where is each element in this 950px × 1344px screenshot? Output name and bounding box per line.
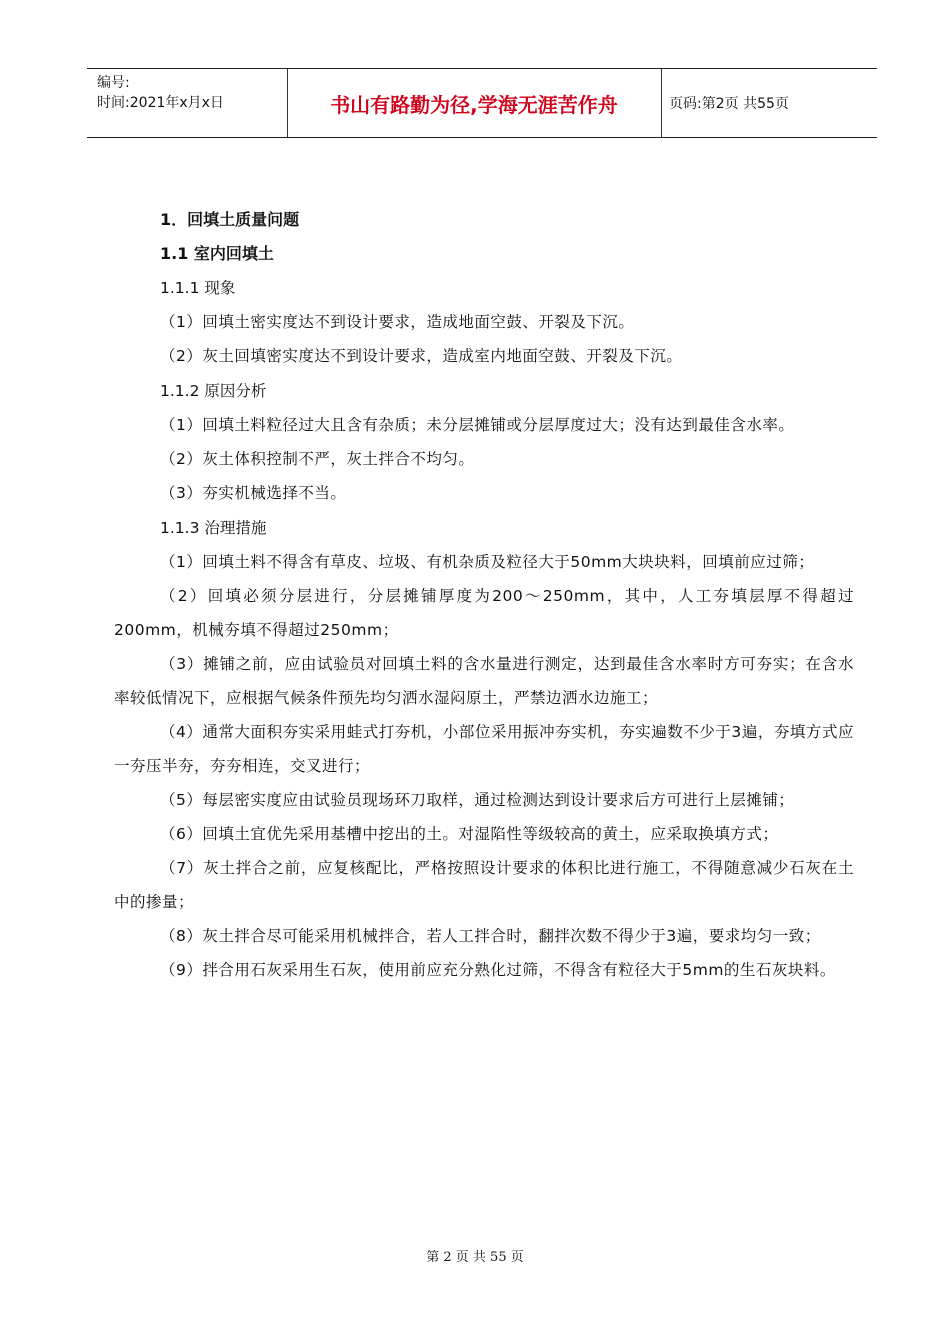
number-label: 编号: <box>97 75 130 91</box>
paragraph: （2）回填必须分层进行，分层摊铺厚度为200～250mm，其中，人工夯填层厚不得超过200mm，机械夯填不得超过250mm； <box>114 587 854 639</box>
time-label: 时间:2021年x月x日 <box>97 95 224 111</box>
paragraph: （1）回填土料粒径过大且含有杂质；未分层摊铺或分层厚度过大；没有达到最佳含水率。 <box>160 416 795 434</box>
page-footer: 第 2 页 共 55 页 <box>426 1250 524 1265</box>
paragraph: （8）灰土拌合尽可能采用机械拌合，若人工拌合时，翻拌次数不得少于3遍，要求均匀一致； <box>160 927 821 945</box>
subsubsection-heading: 1.1.2 原因分析 <box>160 382 267 400</box>
paragraph: （6）回填土宜优先采用基槽中挖出的土。对湿陷性等级较高的黄土，应采取换填方式； <box>160 825 779 843</box>
paragraph: （5）每层密实度应由试验员现场环刀取样，通过检测达到设计要求后方可进行上层摊铺； <box>160 791 795 809</box>
header-left-cell <box>97 73 224 113</box>
document-body <box>114 204 854 987</box>
paragraph: （9）拌合用石灰采用生石灰，使用前应充分熟化过筛，不得含有粒径大于5mm的生石灰块料。 <box>160 961 836 979</box>
header-page-info: 页码:第2页 共55页 <box>669 96 789 112</box>
paragraph: （1）回填土料不得含有草皮、垃圾、有机杂质及粒径大于50mm大块块料，回填前应过筛； <box>160 553 815 571</box>
paragraph: （1）回填土密实度达不到设计要求，造成地面空鼓、开裂及下沉。 <box>160 313 635 331</box>
section-heading: 1．回填土质量问题 <box>160 210 300 229</box>
paragraph: （3）摊铺之前，应由试验员对回填土料的含水量进行测定，达到最佳含水率时方可夯实；在含水率较低情况下，应根据气候条件预先均匀洒水湿闷原土，严禁边洒水边施工； <box>114 655 854 707</box>
document-header <box>87 68 877 138</box>
header-divider <box>661 69 662 137</box>
header-motto: 书山有路勤为径,学海无涯苦作舟 <box>330 92 618 117</box>
subsubsection-heading: 1.1.3 治理措施 <box>160 519 267 537</box>
paragraph: （2）灰土体积控制不严，灰土拌合不均匀。 <box>160 450 475 468</box>
paragraph: （7）灰土拌合之前，应复核配比，严格按照设计要求的体积比进行施工，不得随意减少石灰在土中的掺量； <box>114 859 854 911</box>
subsection-heading: 1.1 室内回填土 <box>160 244 274 263</box>
paragraph: （4）通常大面积夯实采用蛙式打夯机，小部位采用振冲夯实机，夯实遍数不少于3遍，夯填方式应一夯压半夯，夯夯相连，交叉进行； <box>114 723 854 775</box>
paragraph: （2）灰土回填密实度达不到设计要求，造成室内地面空鼓、开裂及下沉。 <box>160 347 683 365</box>
paragraph: （3）夯实机械选择不当。 <box>160 484 347 502</box>
subsubsection-heading: 1.1.1 现象 <box>160 279 236 297</box>
